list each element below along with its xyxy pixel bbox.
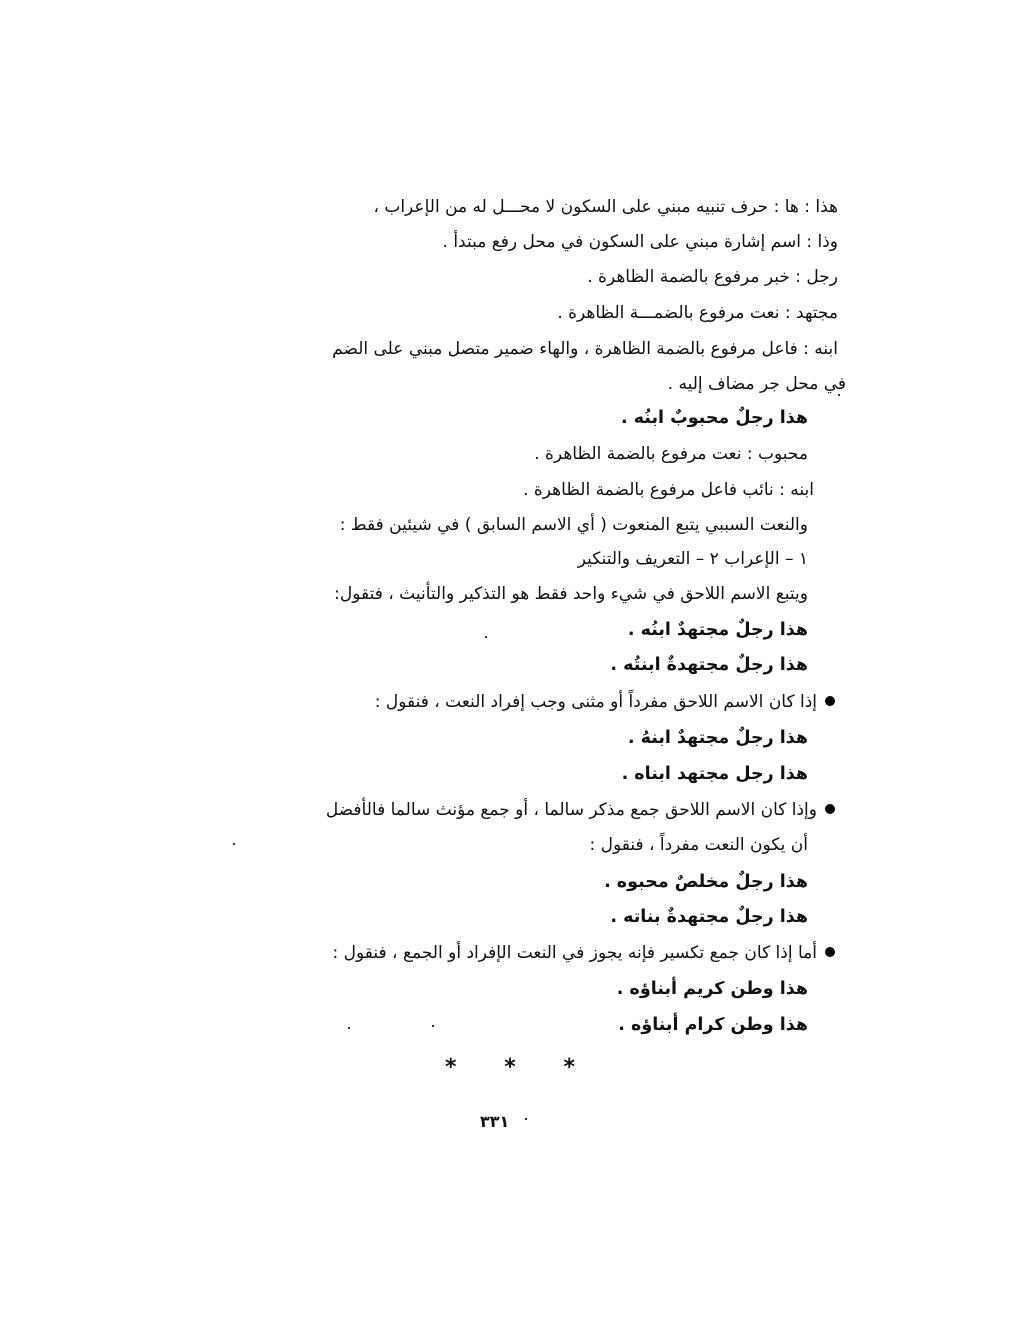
example-sentence: هذا رجلٌ مجتهدةٌ ابنتُه . bbox=[610, 655, 808, 675]
text-line: مجتهد : نعت مرفوع بالضمـــة الظاهرة . bbox=[557, 303, 838, 323]
bullet-text: وإذا كان الاسم اللاحق جمع مذكر سالما ، أو جمع مؤنث سالما فالأفضل bbox=[325, 800, 817, 820]
scan-speck bbox=[485, 636, 487, 638]
scan-speck bbox=[838, 394, 840, 396]
example-sentence: هذا رجلٌ مجتهدٌ ابنهُ . bbox=[627, 728, 808, 748]
text-line: ابنه : نائب فاعل مرفوع بالضمة الظاهرة . bbox=[523, 480, 814, 500]
example-sentence: هذا رجلٌ محبوبٌ ابنُه . bbox=[620, 408, 808, 428]
example-sentence: هذا وطن كرام أبناؤه . bbox=[618, 1015, 808, 1035]
example-sentence: هذا رجلٌ مجتهدةٌ بناته . bbox=[610, 907, 808, 927]
bullet-text: إذا كان الاسم اللاحق مفرداً أو مثنى وجب إفراد النعت ، فنقول : bbox=[374, 692, 817, 712]
scan-speck bbox=[233, 843, 235, 845]
bullet-text: أما إذا كان جمع تكسير فإنه يجوز في النعت الإفراد أو الجمع ، فنقول : bbox=[332, 943, 817, 963]
section-separator bbox=[445, 1057, 575, 1079]
star-icon: * bbox=[445, 1055, 457, 1080]
bullet-icon bbox=[825, 804, 835, 814]
example-sentence: هذا وطن كريم أبناؤه . bbox=[616, 979, 808, 999]
text-line: والنعت السببي يتبع المنعوت ( أي الاسم السابق ) في شيئين فقط : bbox=[339, 515, 808, 535]
bullet-line bbox=[375, 691, 835, 713]
scan-speck bbox=[348, 1027, 350, 1029]
page-number: ٣٣١ bbox=[480, 1112, 510, 1131]
text-line: أن يكون النعت مفرداً ، فنقول : bbox=[589, 835, 808, 855]
text-line: ويتبع الاسم اللاحق في شيء واحد فقط هو التذكير والتأنيث ، فتقول: bbox=[334, 584, 808, 604]
text-line: محبوب : نعت مرفوع بالضمة الظاهرة . bbox=[534, 444, 808, 464]
star-icon: * bbox=[563, 1055, 575, 1080]
example-sentence: هذا رجلٌ مخلصٌ محبوه . bbox=[604, 872, 808, 892]
numbered-list-line: ١ – الإعراب ٢ – التعريف والتنكير bbox=[577, 549, 808, 569]
text-line: رجل : خبر مرفوع بالضمة الظاهرة . bbox=[587, 267, 838, 287]
bullet-icon bbox=[825, 947, 835, 957]
scan-speck bbox=[432, 1025, 434, 1027]
scan-speck bbox=[525, 1118, 527, 1120]
example-sentence: هذا رجلٌ مجتهدٌ ابنُه . bbox=[627, 620, 808, 640]
bullet-icon bbox=[825, 696, 835, 706]
bullet-line bbox=[333, 942, 835, 964]
example-sentence: هذا رجل مجتهد ابناه . bbox=[621, 764, 808, 784]
text-line: في محل جر مضاف إليه . bbox=[667, 374, 846, 394]
bullet-line bbox=[326, 799, 835, 821]
text-line: هذا : ها : حرف تنبيه مبني على السكون لا محـــل له من الإعراب ، bbox=[373, 197, 838, 217]
text-line: وذا : اسم إشارة مبني على السكون في محل رفع مبتدأ . bbox=[442, 232, 838, 252]
text-line: ابنه : فاعل مرفوع بالضمة الظاهرة ، والهاء ضمير متصل مبني على الضم bbox=[332, 339, 838, 359]
star-icon: * bbox=[504, 1055, 516, 1080]
